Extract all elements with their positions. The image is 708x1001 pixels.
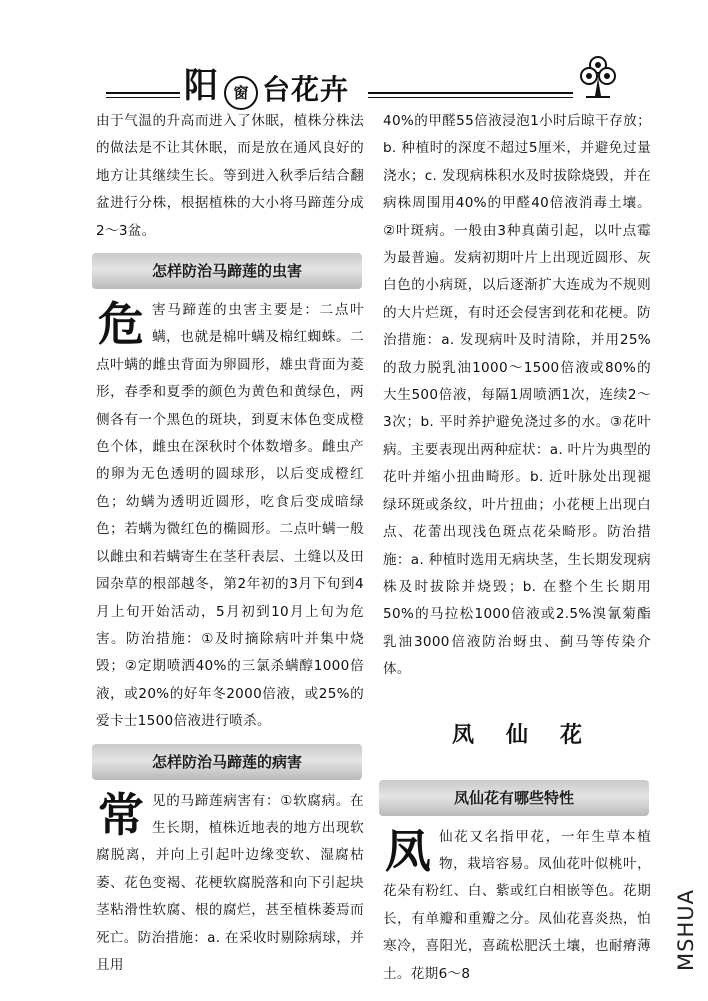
header-title-rest: 台花卉 <box>262 73 350 106</box>
watermark <box>672 866 700 992</box>
right-column <box>383 108 651 988</box>
header-rule-right <box>368 92 573 94</box>
left-column <box>96 108 364 979</box>
page-header <box>0 0 708 120</box>
header-title-circled-char: 窗 <box>224 76 258 110</box>
pests-paragraph <box>96 297 364 736</box>
diseases-paragraph <box>96 788 364 980</box>
header-rule-left <box>106 92 180 94</box>
traits-paragraph <box>383 824 651 988</box>
drop-cap-traits: 凤 <box>384 823 432 878</box>
traits-text: 仙花又名指甲花，一年生草本植物，栽培容易。凤仙花叶似桃叶，花朵有粉红、白、紫或红白相嵌等色。花期长，有单瓣和重瓣之分。凤仙花喜炎热，怕寒冷，喜阳光，喜疏松肥沃土壤，也耐瘠薄土。花期6～8 <box>383 828 651 982</box>
pests-text: 害马蹄莲的虫害主要是：二点叶螨，也就是棉叶螨及棉红蜘蛛。二点叶螨的雌虫背面为卵圆形，雄虫背面为菱形，春季和夏季的颜色为黄色和黄绿色，两侧各有一个黑色的斑块，到夏末体色变成橙色个体，雌虫在深秋时个体数增多。雌虫产的卵为无色透明的圆球形，以后变成橙红色；幼螨为透明近圆形，吃食后变成暗绿色；若螨为微红色的椭圆形。二点叶螨一般以雌虫和若螨寄生在茎秆表层、土缝以及田园杂草的根部越冬，第2年初的3月下旬到4月上旬开始活动，5月初到10月上旬为危害。防治措施：①及时摘除病叶并集中烧毁；②定期喷洒40%的三氯杀螨醇1000倍液，或20%的好年冬2000倍液，或25%的爱卡士1500倍液进行喷杀。 <box>96 302 364 730</box>
header-rule-left-thin <box>106 97 180 98</box>
section-title-fengxianhua: 凤仙花 <box>451 722 614 748</box>
section-heading-pests: 怎样防治马蹄莲的虫害 <box>92 253 362 289</box>
drop-cap-pests: 危 <box>97 297 145 352</box>
clover-logo-icon <box>578 54 618 100</box>
section-heading-diseases: 怎样防治马蹄莲的病害 <box>92 744 362 780</box>
right-paragraph-1: 40%的甲醛55倍液浸泡1小时后晾干存放；b. 种植时的深度不超过5厘米，并避免过量浇水；c. 发现病株积水及时拔除烧毁，并在病株周围用40%的甲醛40倍液消毒土壤。②叶斑病。一般由3种真菌引起，以叶点霉为最普遍。发病初期叶片上出现近圆形、灰白色的小病斑，以后逐渐扩大连成为不规则的大片烂斑，有时还会侵害到花和花梗。防治措施：a. 发现病叶及时清除，并用25%的敌力脱乳油1000～1500倍液或80%的大生500倍液，每隔1周喷洒1次，连续2～3次；b. 平时养护避免浇过多的水。③花叶病。主要表现出两种症状：a. 叶片为典型的花叶并缩小扭曲畸形。b. 近叶脉处出现褪绿环斑或条纹，叶片扭曲；小花梗上出现白点、花蕾出现浅色斑点花朵畸形。防治措施：a. 种植时选用无病块茎，生长期发现病株及时拔除并烧毁；b. 在整个生长期用50%的马拉松1000倍液或2.5%溴氰菊酯乳油3000倍液防治蚜虫、蓟马等传染介体。 <box>383 113 651 678</box>
section-heading-traits: 凤仙花有哪些特性 <box>379 780 649 816</box>
drop-cap-diseases: 常 <box>97 787 145 842</box>
header-rule-right-thin <box>368 97 573 98</box>
left-paragraph-1: 由于气温的升高而进入了休眠，植株分株法的做法是不让其休眠，而是放在通风良好的地方让其继续生长。等到进入秋季后结合翻盆进行分株，根据植株的大小将马蹄莲分成2～3盆。 <box>96 113 364 239</box>
header-title-char: 阳 <box>184 66 218 106</box>
watermark-text: MSHUA <box>674 889 698 971</box>
diseases-text: 见的马蹄莲病害有：①软腐病。在生长期，植株近地表的地方出现软腐脱离，并向上引起叶边缘变软、湿腐枯萎、花色变褐、花梗软腐脱落和向下引起块茎粘滑性软腐、根的腐烂，甚至植株萎焉而死亡。防治措施：a. 在采收时剔除病球，并且用 <box>96 792 364 973</box>
